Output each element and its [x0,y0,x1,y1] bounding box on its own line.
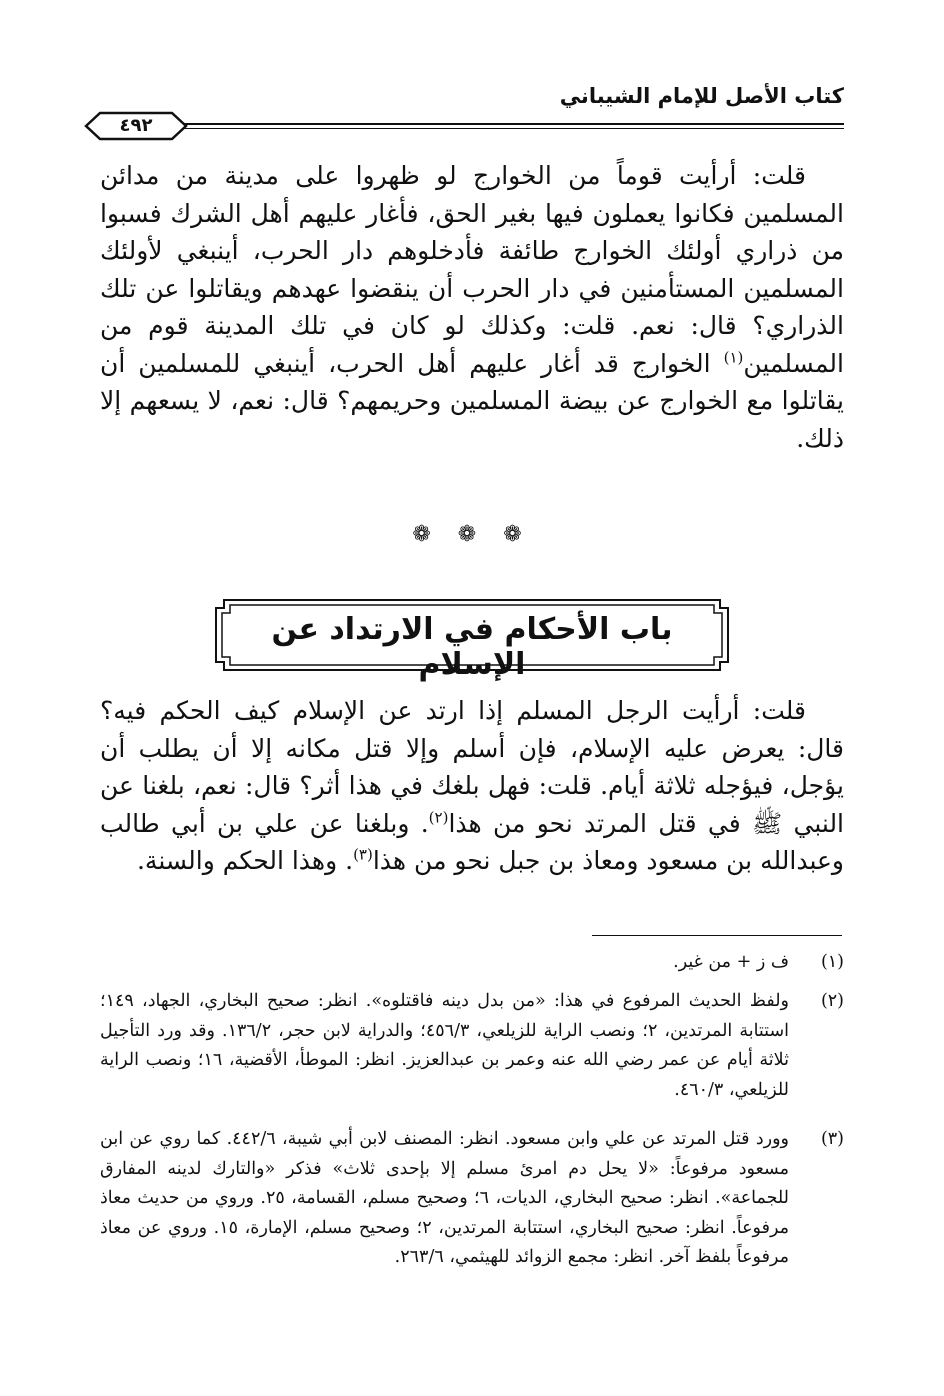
footnote-number: (٢) [820,991,844,1011]
paragraph-apostasy [100,692,844,880]
footnote-ref-3[interactable]: (٣) [353,845,373,864]
footnote-ref-2[interactable]: (٢) [428,808,449,827]
section-divider-ornament: ❁ ❁ ❁ [412,522,532,547]
footnote-number: (١) [820,952,844,972]
header-rule-secondary [100,128,844,129]
running-title: كتاب الأصل للإمام الشيباني [559,84,844,108]
footnote-2 [100,987,844,1105]
paragraph1-text-b: الخوارج قد أغار عليهم أهل الحرب، أينبغي للمسلمين أن يقاتلوا مع الخوارج عن بيضة المسلمين وحريمهم؟ قال: نعم، لا يسعهم إلا ذلك. [100,348,844,453]
footnote-1 [100,948,844,978]
header-rule [100,123,844,125]
footnote-ref-1[interactable]: (١) [723,348,744,367]
page-number: ٤٩٢ [119,115,153,136]
paragraph2-text-c: . وهذا الحكم والسنة. [136,846,354,875]
paragraph2-text-b: . وبلغنا عن علي بن أبي طالب وعبدالله بن مسعود ومعاذ بن جبل نحو من هذا [100,808,844,875]
footnote-number: (٣) [820,1129,844,1149]
page-number-badge [84,111,188,141]
paragraph1-text-a: قلت: أرأيت قوماً من الخوارج لو ظهروا على مدينة من مدائن المسلمين فكانوا يعملون فيها بغير الحق، فأغار عليهم أهل الشرك فسبوا من ذراري أولئك الخوارج طائفة فأدخلوهم دار الحرب، أينبغي لأولئك المسلمين المستأمنين في دار الحرب أن ينقضوا عهدهم ويقاتلوا عن تلك الذراري؟ قال: نعم. قلت: وكذلك لو كان في تلك المدينة قوم من المسلمين [100,161,844,378]
paragraph2-text-a: قلت: أرأيت الرجل المسلم إذا ارتد عن الإسلام كيف الحكم فيه؟ قال: يعرض عليه الإسلام، فإن أسلم وإلا قتل مكانه إلا أن يطلب أن يؤجل، فيؤجله ثلاثة أيام. قلت: فهل بلغك في هذا أثر؟ قال: نعم، بلغنا عن النبي ﷺ في قتل المرتد نحو من هذا [100,696,845,838]
paragraph-khawarij [100,157,844,457]
footnote-text: ف ز + من غير. [673,952,789,972]
footnote-separator [592,935,842,936]
footnote-text: وورد قتل المرتد عن علي وابن مسعود. انظر: المصنف لابن أبي شيبة، ٤٤٢/٦. كما روي عن ابن مسعود مرفوعاً: «لا يحل دم امرئ مسلم إلا بإحدى ثلاث» فذكر «والتارك لدينه المفارق للجماعة». انظر: صحيح البخاري، الديات، ٦؛ وصحيح مسلم، القسامة، ٢٥. وروي من حديث معاذ مرفوعاً. انظر: صحيح البخاري، استتابة المرتدين، ٢؛ وصحيح مسلم، الإمارة، ١٥. وروي عن معاذ مرفوعاً بلفظ آخر. انظر: مجمع الزوائد للهيثمي، ٢٦٣/٦. [100,1129,790,1267]
footnote-text: ولفظ الحديث المرفوع في هذا: «من بدل دينه فاقتلوه». انظر: صحيح البخاري، الجهاد، ١٤٩؛ استتابة المرتدين، ٢؛ ونصب الراية للزيلعي، ٤٥٦/٣؛ والدراية لابن حجر، ١٣٦/٢. وقد ورد التأجيل ثلاثة أيام عن عمر رضي الله عنه وعمر بن عبدالعزيز. انظر: الموطأ، الأقضية، ١٦؛ ونصب الراية للزيلعي، ٤٦٠/٣. [100,991,789,1100]
footnote-3 [100,1125,844,1273]
chapter-heading-box [214,598,730,682]
chapter-heading: باب الأحكام في الارتداد عن الإسلام [271,612,673,682]
